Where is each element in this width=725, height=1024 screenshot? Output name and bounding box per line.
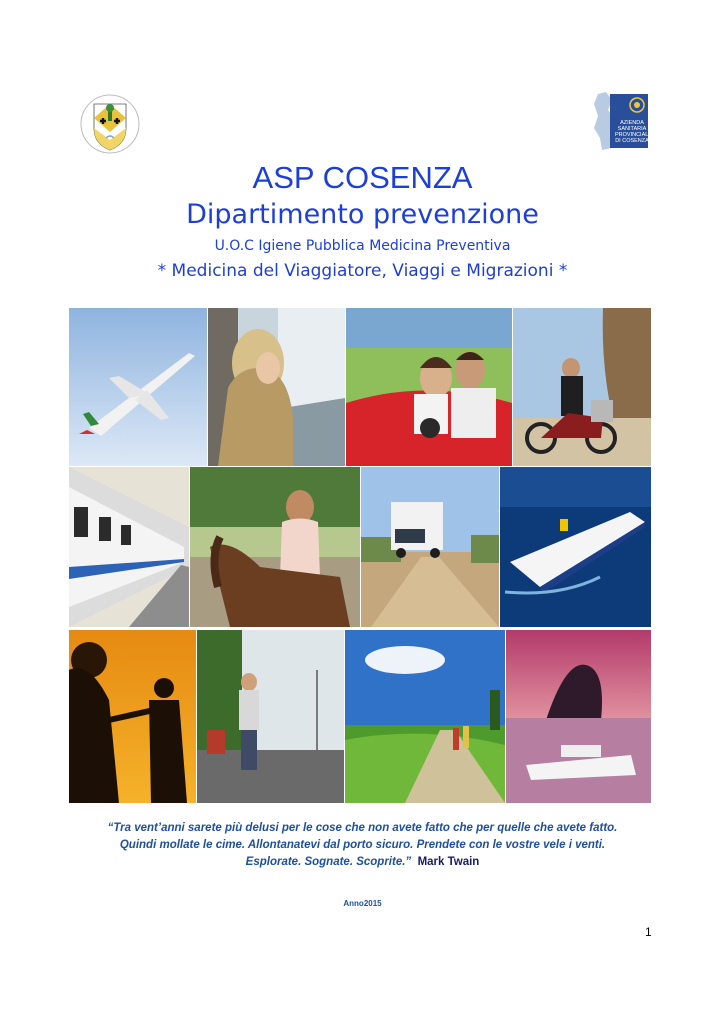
asp-logo-text: AZIENDA SANITARIA PROVINCIALE DI COSENZA (615, 120, 652, 144)
train-platform-photo (69, 467, 189, 627)
hitchhiker-roadside-photo (197, 630, 344, 803)
calabria-region-coat-of-arms-icon (80, 94, 140, 154)
page-title: ASP COSENZA (252, 160, 473, 195)
camper-van-road-photo (361, 467, 499, 627)
department-title: Dipartimento prevenzione (186, 199, 539, 230)
mark-twain-quote (60, 820, 665, 871)
quote-line-3: Esplorate. Sognate. Scoprite.” (245, 856, 412, 868)
document-year: Anno2015 (343, 899, 382, 908)
woman-horse-riding-photo (190, 467, 360, 627)
unit-subtitle: U.O.C Igiene Pubblica Medicina Preventiva (214, 238, 511, 254)
couple-red-car-photo (346, 308, 512, 466)
quote-line-2: Quindi mollate le cime. Allontanatevi dal porto sicuro. Prendete con le vostre vele i venti. (119, 839, 606, 851)
motorcyclist-photo (513, 308, 651, 466)
cruise-ship-rio-photo (506, 630, 651, 803)
cruise-ship-photo (500, 467, 651, 627)
woman-train-window-photo (208, 308, 345, 466)
page-number: 1 (645, 925, 652, 939)
hikers-sunset-silhouette-photo (69, 630, 196, 803)
asp-cosenza-logo-icon (592, 90, 650, 152)
quote-author: Mark Twain (417, 856, 480, 868)
airplane-photo (69, 308, 207, 466)
walkers-country-road-photo (345, 630, 505, 803)
quote-line-1: “Tra vent’anni sarete più delusi per le cose che non avete fatto che per quelle che avete fatto. (107, 822, 618, 834)
service-subtitle: * Medicina del Viaggiatore, Viaggi e Migrazioni * (157, 261, 568, 281)
quote-line-3-container (60, 854, 665, 871)
